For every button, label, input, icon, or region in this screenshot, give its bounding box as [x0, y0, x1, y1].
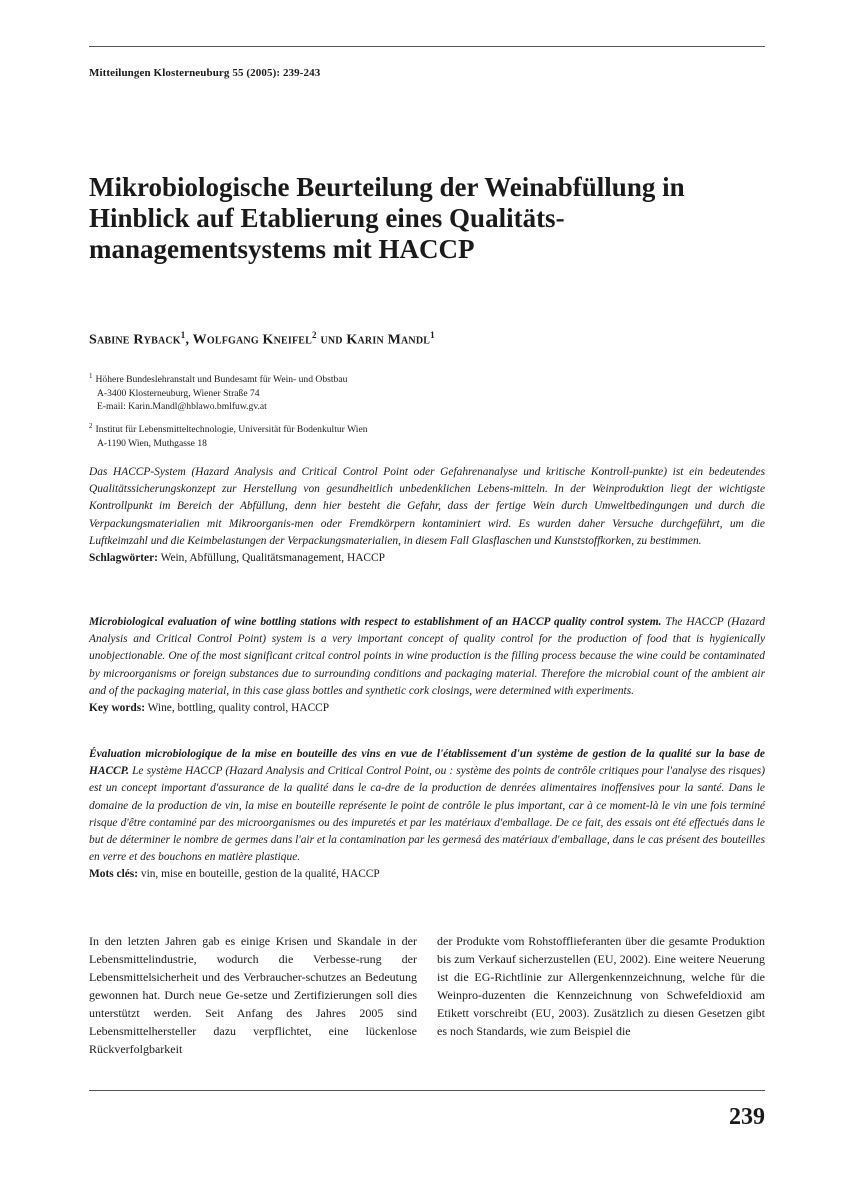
journal-citation: Mitteilungen Klosterneuburg 55 (2005): 239-243 [89, 67, 321, 79]
abstract-french-title: Évaluation microbiologique de la mise en bouteille des vins en vue de l'établissement d'un système de gestion de la qualité sur la base de HACCP. [89, 748, 765, 778]
author-ryback-affil: 1 [180, 330, 186, 340]
top-rule [89, 46, 765, 47]
author-mandl-affil: 1 [430, 330, 435, 340]
body-column-right: der Produkte vom Rohstofflieferanten über die gesamte Produktion bis zum Verkauf sicherzustellen (EU, 2002). Eine weitere Neuerung ist die EG-Richtlinie zur Allergenkennzeichnung, welche für die Weinpro-duzenten die Kennzeichnung von Schwefeldioxid am Etikett vorschreibt (EU, 2003). Zusätzlich zu diesen Gesetzen gibt es noch Standards, wie zum Beispiel die [437, 934, 765, 1038]
affiliation-1-institution: Höhere Bundeslehranstalt und Bundesamt für Wein- und Obstbau [95, 374, 348, 386]
keywords-english-values: Wine, bottling, quality control, HACCP [145, 702, 330, 715]
abstract-german-text: Das HACCP-System (Hazard Analysis and Critical Control Point oder Gefahrenanalyse und kritische Kontroll-punkte) ist ein bedeutendes Qualitätssicherungskonzept zur Herstellung von gesundheitlich unbedenklichen Lebens-mitteln. In der Weinproduktion liegt der wichtigste Kontrollpunkt im Bereich der Abfüllung, denn hier besteht die Gefahr, dass der fertige Wein durch Umweltbedingungen und durch die Verpackungsmaterialien mit Mikroorganis-men oder Fremdkörpern kontaminiert wird. Es wurden daher Versuche durchgeführt, um die Luftkeimzahl und die Keimbelastungen der Verpackungsmaterialien, in diesem Fall Glasflaschen und Kunststoffkorken, zu bestimmen. [89, 466, 765, 547]
affiliation-2-line-1 [89, 420, 368, 437]
keywords-english-label: Key words: [89, 702, 145, 715]
title-line-1: Mikrobiologische Beurteilung der Weinabfüllung in [89, 172, 685, 202]
affiliation-1-address: A-3400 Klosterneuburg, Wiener Straße 74 [97, 387, 260, 399]
affiliation-1 [89, 370, 347, 414]
abstract-french-text: Le système HACCP (Hazard Analysis and Critical Control Point, ou : système des points de contrôle critiques pour l'analyse des risques) est un concept important d'assurance de la qualité dans le ca-dre de la production de denrées alimentaires inoffensives pour la santé. Dans le domaine de la production de vin, la mise en bouteille représente le point de contrôle le plus important, car à ce moment-là le vin une fois terminé risque d'être contaminé par des microorganismes ou des impuretés et par les matériaux d'emballage. De ce fait, des essais ont été effectués dans le but de déterminer le nombre de germes dans l'air et la contamination par les germesá des matériaux d'emballage, dans le cas présent des bouteilles en verre et des bouchons en matière plastique. [89, 765, 765, 864]
author-list [89, 330, 435, 349]
paper-page [89, 0, 765, 1200]
abstract-english [89, 614, 765, 717]
affiliation-1-marker: 1 [89, 372, 93, 380]
author-ryback: Sabine Ryback [89, 332, 181, 348]
keywords-french-label: Mots clés: [89, 868, 139, 881]
paper-title [89, 172, 765, 265]
author-kneifel-affil: 2 [312, 330, 317, 340]
abstract-english-title: Microbiological evaluation of wine bottling stations with respect to establishment of an HACCP quality control system. [89, 616, 662, 628]
bottom-rule [89, 1090, 765, 1091]
title-line-3: managementsystems mit HACCP [89, 234, 475, 264]
affiliation-2 [89, 420, 368, 450]
keywords-german-label: Schlagwörter: [89, 552, 158, 565]
keywords-german-values: Wein, Abfüllung, Qualitätsmanagement, HACCP [157, 552, 385, 565]
affiliation-2-address: A-1190 Wien, Muthgasse 18 [97, 437, 207, 449]
keywords-french-values: vin, mise en bouteille, gestion de la qualité, HACCP [138, 868, 380, 881]
affiliation-1-line-1 [89, 370, 347, 387]
author-separator: , [185, 332, 193, 348]
abstract-german [89, 464, 765, 567]
body-column-left: In den letzten Jahren gab es einige Krisen und Skandale in der Lebensmittelindustrie, wodurch die Verbesse-rung der Lebensmittelsicherheit und des Verbraucher-schutzes an Bedeutung gewonnen hat. Durch neue Ge-setze und Zertifizierungen soll dies unterstützt werden. Seit Anfang des Jahres 2005 sind Lebensmittelhersteller dazu verpflichtet, eine lückenlose Rückverfolgbarkeit [89, 934, 417, 1056]
abstract-french [89, 746, 765, 884]
affiliation-2-institution: Institut für Lebensmitteltechnologie, Universität für Bodenkultur Wien [95, 424, 368, 436]
abstract-english-text: The HACCP (Hazard Analysis and Critical Control Point) system is a very important concept of quality control for the production of food that is hygienically unobjectionable. One of the most significant critcal control points in wine production is the filling process because the wine could be contaminated by microorganisms or foreign substances due to surrounding conditions and packaging material. Therefore the microbial count of the ambient air and of the packaging material, in this case glass bottles and synthetic cork closings, were determined with experiments. [89, 616, 765, 697]
keywords-english [89, 700, 765, 717]
keywords-german [89, 550, 765, 567]
author-mandl: Karin Mandl [346, 332, 431, 348]
affiliation-1-email: E-mail: Karin.Mandl@hblawo.bmlfuw.gv.at [97, 401, 267, 413]
page-number: 239 [729, 1104, 765, 1130]
author-kneifel: Wolfgang Kneifel [192, 332, 313, 348]
keywords-french [89, 866, 765, 883]
affiliation-2-marker: 2 [89, 422, 93, 430]
title-line-2: Hinblick auf Etablierung eines Qualitäts- [89, 203, 565, 233]
author-separator: und [316, 332, 347, 348]
